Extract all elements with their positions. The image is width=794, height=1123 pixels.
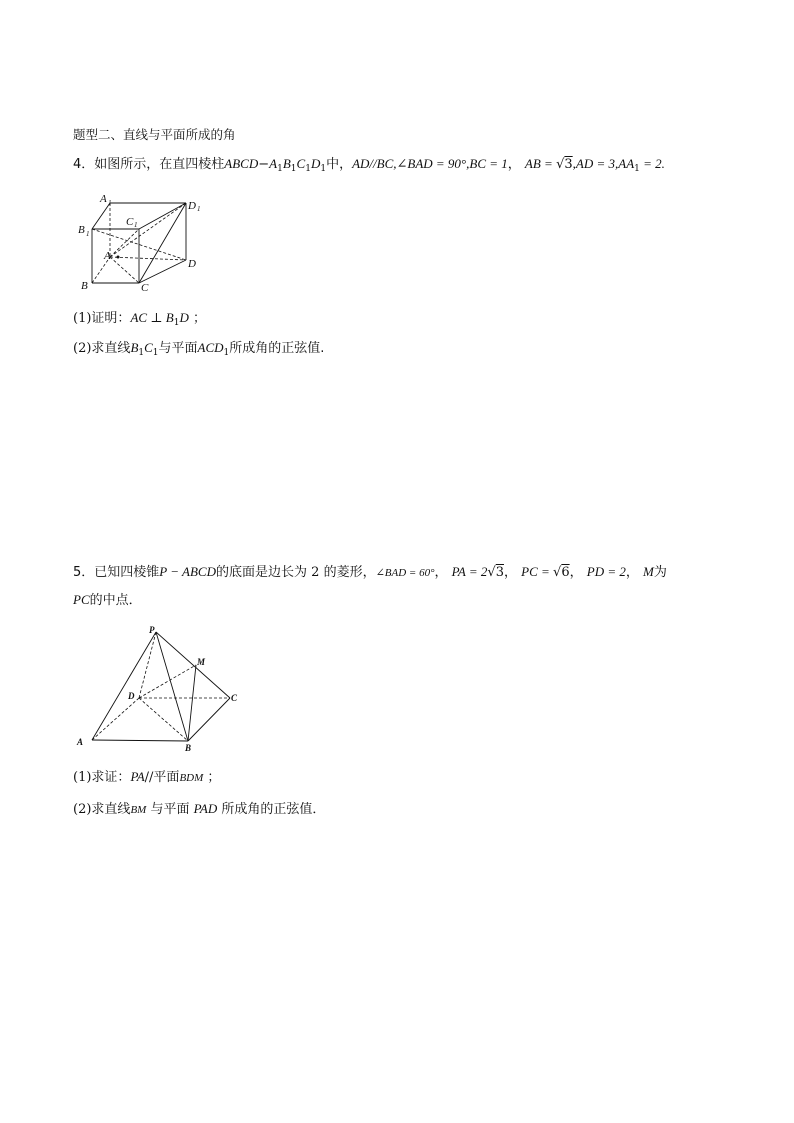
q4-part2-text-c: 所成角的正弦值. — [229, 341, 325, 356]
q4-mid: 中， — [326, 157, 353, 172]
q5-stem-a: 已知四棱锥 — [94, 565, 160, 580]
q4-top-c: C — [296, 156, 306, 171]
q5-sqrt6: 6 — [561, 565, 570, 580]
q4-part1-num: (1) — [73, 311, 92, 326]
q5-comma: ， — [434, 565, 448, 580]
q5-part2-text-c: 所成角的正弦值． — [221, 802, 326, 817]
q4-part2-plane: ACD — [197, 340, 224, 355]
q5-comma: ， — [625, 565, 639, 580]
q5-part-1 — [73, 768, 220, 787]
q5-part1-end: ； — [207, 770, 221, 785]
q5-comma: ， — [503, 565, 517, 580]
q4-label-sub: 1 — [108, 199, 112, 207]
q5-sqrt3: 3 — [495, 565, 504, 580]
q4-dash: − — [258, 157, 270, 172]
q5-label-p: P — [149, 625, 155, 635]
q4-sub: 1 — [223, 348, 230, 358]
q5-side-length: 2 — [311, 565, 320, 580]
q4-prism-figure — [78, 192, 208, 292]
q4-sub: 1 — [138, 348, 145, 358]
q4-sub: 1 — [305, 164, 311, 174]
q5-part2-plane: PAD — [193, 801, 218, 816]
q5-part2-text-a: 求直线 — [91, 802, 131, 817]
q5-stem-d: 为 — [653, 565, 667, 580]
q4-label-b1: B — [78, 224, 85, 236]
q4-top-b: B — [282, 156, 291, 171]
q5-part1-text2: 平面 — [153, 770, 180, 785]
q5-pd: PD = 2 — [586, 564, 626, 579]
q4-sub: 1 — [173, 318, 180, 328]
q5-parallel: // — [144, 770, 154, 785]
q4-label-b: B — [81, 280, 88, 292]
q5-part2-text-b: 与平面 — [150, 802, 190, 817]
q4-prism-base: ABCD — [224, 156, 259, 171]
q5-part2-num: (2) — [73, 802, 92, 817]
q5-m: M — [643, 564, 654, 579]
q4-label-sub: 1 — [86, 230, 90, 238]
q4-condition-3: = 2. — [639, 156, 665, 171]
q4-part1-text: 证明： — [91, 311, 131, 326]
q5-pc-label: PC — [73, 592, 90, 607]
q5-part1-plane: BDM — [179, 772, 204, 784]
q4-part1-math2: D — [179, 310, 189, 325]
q5-label-b: B — [185, 743, 192, 753]
q4-top-d: D — [310, 156, 321, 171]
q5-stem-line-2 — [73, 591, 142, 610]
q4-label-c1: C — [126, 216, 134, 228]
q5-stem: 5．已知四棱锥P − ABCD的底面是边长为 2 的菱形，∠BAD = 60°， PA = 2√3， PC = √6， PD = 2， M为 — [73, 564, 667, 580]
q4-top-a: A — [269, 156, 278, 171]
q5-pa: PA = 2 — [451, 564, 488, 579]
q5-pc: PC = — [521, 564, 554, 579]
q5-part-2 — [73, 800, 325, 819]
q4-label-a1: A — [100, 193, 107, 205]
q4-sub: 1 — [152, 348, 159, 358]
q4-part2-text-a: 求直线 — [91, 341, 131, 356]
q4-part-1 — [73, 309, 206, 332]
q4-stem-text: 如图所示，在直四棱柱 — [94, 157, 225, 172]
q5-stem-e: 的中点． — [89, 593, 142, 608]
q5-part1-text: 求证： — [91, 770, 131, 785]
q4-label-sub: 1 — [134, 221, 138, 229]
q4-sub: 1 — [290, 164, 297, 174]
q5-pyramid: P − ABCD — [159, 564, 216, 579]
q5-label-m: M — [197, 657, 206, 667]
q4-label-d: D — [188, 258, 196, 270]
q4-label-sub: 1 — [197, 205, 201, 213]
q5-angle: ∠BAD = 60° — [375, 567, 435, 579]
q4-part-2 — [73, 339, 324, 362]
q5-pyramid-figure — [76, 624, 246, 754]
q4-condition-2: ,AD = 3,AA — [572, 156, 635, 171]
q5-label-a: A — [77, 737, 84, 747]
q4-label-c: C — [141, 282, 149, 294]
q5-label-d: D — [128, 691, 135, 701]
q4-comma: ， — [507, 157, 521, 172]
q4-part2-line-a: B — [130, 340, 139, 355]
q4-part1-math: AC ⊥ B — [130, 310, 174, 325]
q4-part1-end: ； — [192, 311, 206, 326]
section-title: 题型二、直线与平面所成的角 — [73, 127, 236, 142]
q5-part1-num: (1) — [73, 770, 92, 785]
q4-number: 4． — [73, 157, 95, 172]
q5-stem-b: 的底面是边长为 — [215, 565, 307, 580]
q4-stem: 4．如图所示，在直四棱柱$ABCD-A_1B_1C_1D_1$中，AD//BC,∠BAD = 90°,BC = 1， AB = $√3,AD = 3,AA_1 = 2$. — [73, 156, 665, 174]
q5-number: 5． — [73, 565, 95, 580]
q4-label-d1: D — [188, 200, 196, 212]
q5-label-c: C — [231, 693, 238, 703]
q4-condition-1: AD//BC,∠BAD = 90°,BC = 1 — [352, 156, 508, 171]
q4-sub: 1 — [634, 164, 640, 174]
q4-sub: 1 — [320, 164, 327, 174]
q4-condition-ab: AB = — [524, 156, 557, 171]
q4-part2-text-b: 与平面 — [158, 341, 198, 356]
q4-part2-num: (2) — [73, 341, 92, 356]
q4-label-a: A — [104, 250, 111, 262]
q4-sub: 1 — [277, 164, 283, 174]
q5-comma: ， — [569, 565, 583, 580]
q4-part2-line-b: C — [144, 340, 153, 355]
q4-sqrt3: 3 — [564, 157, 573, 172]
q5-part1-math: PA — [130, 769, 145, 784]
q5-part2-line: BM — [130, 804, 147, 816]
q5-stem-c: 的菱形， — [323, 565, 376, 580]
